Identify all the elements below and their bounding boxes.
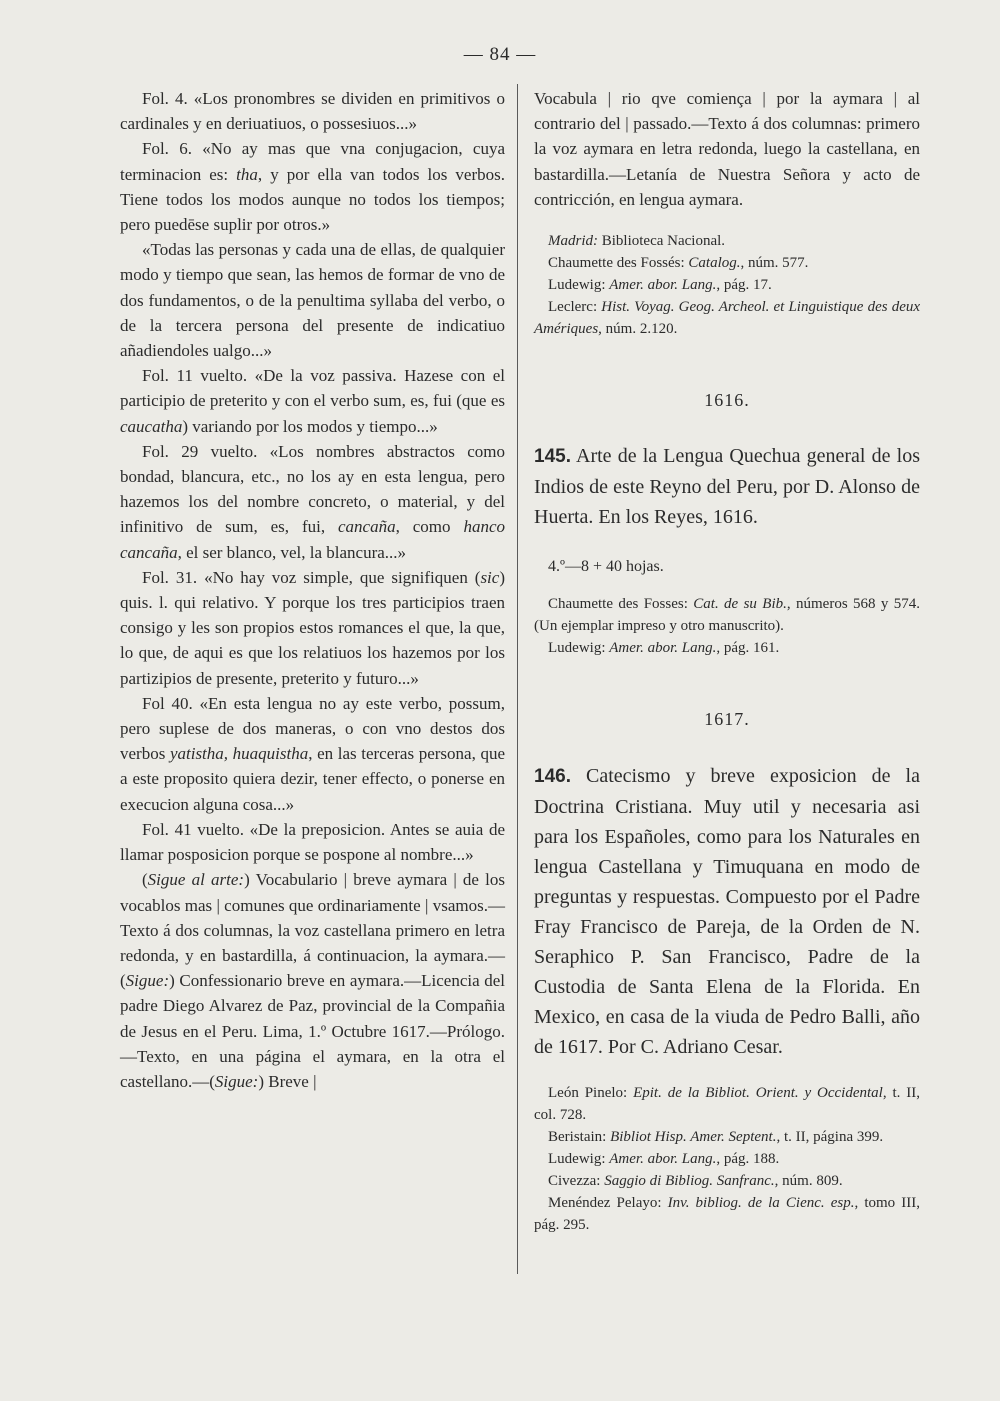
reference-line: Ludewig: Amer. abor. Lang., pág. 161. (548, 640, 780, 657)
paragraph-fol-29: Fol. 29 vuelto. «Los nombres abstractos como bondad, blancura, etc., no los ay en esta lengua, pero hazemos los del nombre concreto, o material, y del infinitivo de sum, es, fui, cancaña, como hanco cancaña, el ser blanco, vel, la blancura...» (120, 441, 505, 562)
reference-line: Madrid: Biblioteca Nacional. (548, 233, 726, 250)
reference-line: Chaumette des Fosses: Cat. de su Bib., números 568 y 574. (Un ejemplar impreso y otro manuscrito). (534, 596, 921, 635)
year-heading-1617: 1617. (704, 709, 750, 730)
entry-146: 146. Catecismo y breve exposicion de la Doctrina Cristiana. Muy util y necesaria asi para los Españoles, como para los Naturales en lengua Castellana y Timuquana en modo de preguntas y respuestas. Compuesto por el Padre Fray Francisco de Pareja, de la Orden de N. Seraphico P. San Francisco, Padre de la Custodia de Santa Elena de la Florida. En Mexico, en casa de la viuda de Pedro Balli, año de 1617. Por C. Adriano Cesar. (534, 764, 920, 1058)
paragraph-todas-personas: «Todas las personas y cada una de ellas, de qualquier modo y tiempo que sean, las hemos de formar de vno de dos fundamentos, o de la penultima syllaba del verbo, o de la tercera persona del presente de indicatiuo añadiendoles ualgo...» (120, 240, 505, 361)
reference-line: Beristain: Bibliot Hisp. Amer. Septent., t. II, página 399. (548, 1128, 884, 1145)
reference-line: Ludewig: Amer. abor. Lang., pág. 188. (548, 1150, 780, 1167)
paragraph-fol-40: Fol 40. «En esta lengua no ay este verbo, possum, pero suplese de dos maneras, o con vno destos dos verbos yatistha, huaquistha, en las terceras persona, que a este proposito quiera dezir, tener effecto, o ponerse en execucion alguna cosa...» (120, 693, 505, 814)
reference-line: Menéndez Pelayo: Inv. bibliog. de la Cienc. esp., tomo III, pág. 295. (534, 1194, 920, 1233)
reference-line: Civezza: Saggio di Bibliog. Sanfranc., núm. 809. (548, 1172, 843, 1189)
entry-145-format: 4.º—8 + 40 hojas. (548, 558, 664, 576)
page-number: — 84 — (463, 44, 537, 65)
paragraph-sigue-arte: (Sigue al arte:) Vocabulario | breve aymara | de los vocablos mas | comunes que ordinariamente | vsamos.—Texto á dos columnas, la voz castellana primero en letra redonda, y en bastardilla, á continuacion, la aymara.— (Sigue:) Confessionario breve en aymara.—Licencia del padre Diego Alvarez de Paz, provincial de la Compañia de Jesus en el Peru. Lima, 1.º Octubre 1617.—Prólogo.—Texto, en una página el aymara, en la otra el castellano.—(Sigue:) Breve | (120, 870, 505, 1091)
entry-number: 145. (534, 446, 571, 468)
paragraph-vocabulario-intro: Vocabula | rio qve comiença | por la aymara | al contrario del | passado.—Texto á dos columnas: primero la voz aymara en letra redonda, luego la castellana, en bastardilla.—Letanía de Nuestra Señora y acto de contricción, en lengua aymara. (534, 89, 920, 209)
paragraph-fol-41: Fol. 41 vuelto. «De la preposicion. Antes se auia de llamar posposicion porque se pospone al nombre...» (120, 819, 505, 865)
reference-line: Leclerc: Hist. Voyag. Geog. Archeol. et Linguistique des deux Amériques, núm. 2.120. (534, 299, 921, 338)
references-block-3 (534, 1082, 920, 1236)
entry-145: 145. Arte de la Lengua Quechua general de los Indios de este Reyno del Peru, por D. Alonso de Huerta. En los Reyes, 1616. (534, 445, 920, 529)
references-block-1 (534, 230, 920, 340)
reference-line: León Pinelo: Epit. de la Bibliot. Orient. y Occidental, t. II, col. 728. (534, 1084, 920, 1123)
right-column (534, 86, 920, 1236)
entry-number: 146. (534, 765, 571, 787)
year-heading-1616: 1616. (704, 390, 750, 411)
paragraph-fol-11: Fol. 11 vuelto. «De la voz passiva. Hazese con el participio de preterito y con el verbo sum, es, fui (que es caucatha) variando por los modos y tiempo...» (120, 366, 505, 436)
reference-line: Ludewig: Amer. abor. Lang., pág. 17. (548, 277, 772, 294)
paragraph-fol-6: Fol. 6. «No ay mas que vna conjugacion, cuya terminacion es: tha, y por ella van todos los verbos. Tiene todos los modos aunque no todos los tiempos; pero puedēse suplir por otros.» (120, 139, 505, 235)
paragraph-fol-4: Fol. 4. «Los pronombres se dividen en primitivos o cardinales y en deriuatiuos, o possesiuos...» (120, 89, 505, 134)
reference-line: Chaumette des Fossés: Catalog., núm. 577. (548, 255, 809, 272)
left-column (120, 86, 505, 1094)
references-block-2 (534, 593, 920, 659)
column-divider (517, 84, 518, 1274)
paragraph-fol-31: Fol. 31. «No hay voz simple, que signifiquen (sic) quis. l. qui relativo. Y porque los tres participios traen consigo y les son propios estos romances el que, la que, lo que, de aqui es que los relatiuos los hazemos por los partizipios de presente, preterito y futuro...» (120, 567, 505, 688)
